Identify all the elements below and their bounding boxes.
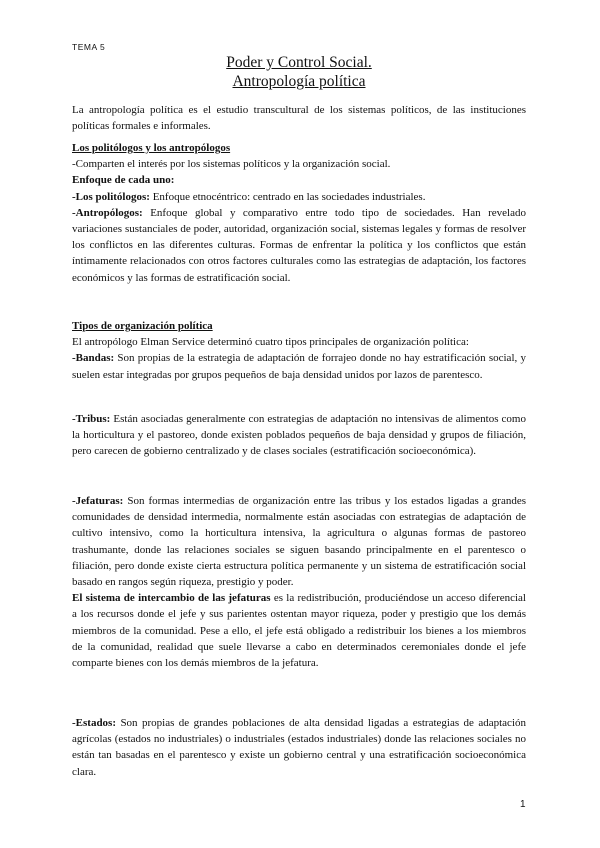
intercambio-text: es la redistribución, produciéndose un acceso diferencial a los recursos donde el jefe y sus parientes ostentan mayor riqueza, poder y prestigio que los demás miembros de la comunidad. Pese a ello, el jefe está obligado a redistribuir los bienes a los miembros de la comunidad, realidad que suele llevarse a cabo en determinados ceremoniales donde el jefe comparte bienes con los demás miembros de la jefatura. [72, 592, 526, 670]
jefaturas-block [72, 493, 526, 671]
antropologos-paragraph [72, 205, 526, 286]
bandas-paragraph [72, 350, 526, 382]
intro-paragraph [72, 102, 526, 134]
types-intro: El antropólogo Elman Service determinó cuatro tipos principales de organización política: [72, 336, 469, 349]
section-number: TEMA 5 [72, 42, 106, 52]
politologos-text: Enfoque etnocéntrico: centrado en las sociedades industriales. [149, 190, 426, 203]
document-title: Poder y Control Social. [226, 54, 372, 71]
politologos-label: -Los politólogos: [72, 190, 150, 203]
document-subtitle: Antropología política [232, 73, 366, 90]
intercambio-label: El sistema de intercambio de las jefaturas [72, 592, 271, 605]
estados-block [72, 715, 526, 780]
tribus-paragraph [72, 411, 526, 460]
subheading: Enfoque de cada uno: [72, 174, 175, 187]
section-politologos-antropologos [72, 140, 526, 286]
page-number: 1 [520, 799, 526, 810]
comparison-line: -Comparten el interés por los sistemas políticos y la organización social. [72, 158, 391, 171]
intercambio-paragraph [72, 590, 526, 671]
intro-text: La antropología política es el estudio transcultural de los sistemas políticos, de las instituciones políticas formales e informales. [72, 104, 526, 133]
jefaturas-label: -Jefaturas: [72, 495, 124, 507]
jefaturas-paragraph [72, 493, 526, 590]
antropologos-label: -Antropólogos: [72, 206, 143, 219]
estados-paragraph [72, 715, 526, 780]
estados-text: Son propias de grandes poblaciones de alta densidad ligadas a estrategias de adaptación agrícolas (estados no industriales) o industriales (estados industriales) donde las relaciones sociales no están tan basadas en el parentesco y existe un gobierno central y una estratificación socioeconómica clara. [72, 717, 526, 778]
bandas-text: Son propias de la estrategia de adaptación de forrajeo donde no hay estratificación social, y suelen estar integradas por grupos pequeños de baja densidad unidos por lazos de parentesco. [72, 352, 526, 381]
jefaturas-text: Son formas intermedias de organización entre las tribus y los estados ligadas a grandes comunidades de densidad intermedia, normalmente están asociadas con estrategias de adaptación de cultivo intensivo, como la horticultura intensiva, la agricultura o algunas formas de pastoreo trashumante, donde las relaciones sociales se siguen basando principalmente en el parentesco o filiación, pero donde existe cierta estructura política permanente y un sistema de estratificación social basado en rangos según riqueza, prestigio y poder. [72, 495, 526, 589]
tribus-text: Están asociadas generalmente con estrategias de adaptación no intensivas de alimentos como la horticultura y el pastoreo, donde existen poblados pequeños de baja densidad y grupos de filiación, pero carecen de gobierno centralizado y de clases sociales (estratificación socioeconómica). [72, 413, 526, 458]
section-heading: Tipos de organización política [72, 320, 213, 332]
section-heading: Los politólogos y los antropólogos [72, 142, 231, 154]
antropologos-text: Enfoque global y comparativo entre todo tipo de sociedades. Han revelado variaciones sustanciales de poder, autoridad, organización social, sistemas legales y formas de resolver los conflictos en las diferentes culturas. Formas de enfrentar la política y los conflictos que están íntimamente relacionados con otros factores culturales como las estrategias de adaptación, los factores económicos y las formas de estratificación social. [72, 206, 526, 284]
tribus-block [72, 411, 526, 460]
section-tipos-organizacion [72, 318, 526, 383]
tribus-label: -Tribus: [72, 413, 111, 425]
estados-label: -Estados: [72, 717, 117, 729]
politologos-paragraph [72, 189, 526, 205]
bandas-label: -Bandas: [72, 352, 115, 365]
